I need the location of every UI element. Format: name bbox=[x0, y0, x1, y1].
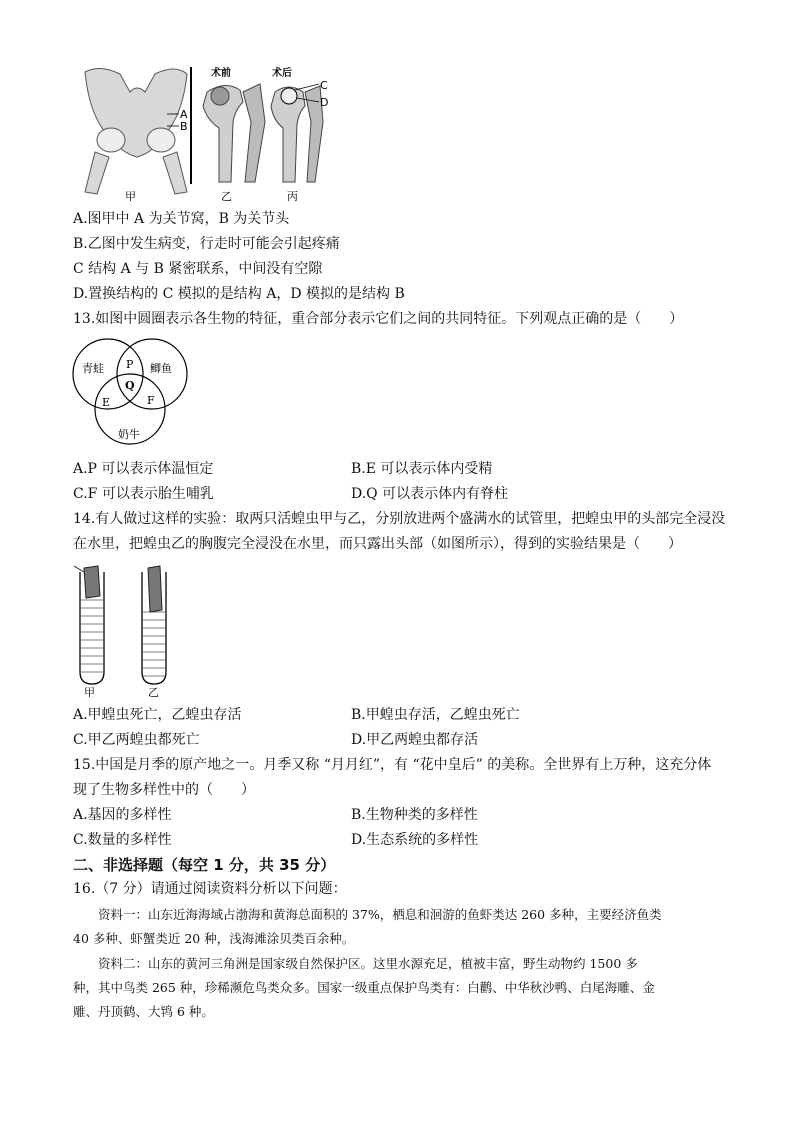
venn-frog-text: 青蛙 bbox=[82, 362, 104, 375]
q13-option-d: D.Q 可以表示体内有脊柱 bbox=[351, 486, 509, 502]
venn-Q-text: Q bbox=[125, 379, 135, 392]
q14-option-a: A.甲蝗虫死亡，乙蝗虫存活 bbox=[73, 707, 242, 723]
q13-option-c: C.F 可以表示胎生哺乳 bbox=[73, 486, 214, 502]
venn-cow-text: 奶牛 bbox=[118, 428, 140, 441]
pelvis-drawing bbox=[85, 68, 187, 194]
test-tube-figure bbox=[70, 560, 180, 700]
q16-stem: 16.（7 分）请通过阅读资料分析以下问题： bbox=[73, 881, 347, 897]
label-jia-tube-text: 甲 bbox=[84, 686, 95, 699]
q14-stem-line1: 14.有人做过这样的实验：取两只活蝗虫甲与乙，分别放进两个盛满水的试管里，把蝗虫甲的头部完全浸没 bbox=[73, 511, 726, 527]
label-postop-text: 术后 bbox=[272, 68, 292, 79]
q12-option-d: D.置换结构的 C 模拟的是结构 A，D 模拟的是结构 B bbox=[73, 286, 405, 302]
q15-stem-line2: 现了生物多样性中的（ ） bbox=[73, 782, 255, 798]
venn-diagram bbox=[70, 336, 195, 451]
q15-option-b: B.生物种类的多样性 bbox=[351, 807, 478, 823]
venn-fish-text: 鲫鱼 bbox=[150, 362, 172, 375]
venn-P-text: P bbox=[126, 358, 134, 371]
q14-option-d: D.甲乙两蝗虫都存活 bbox=[351, 732, 479, 748]
label-preop-text: 术前 bbox=[211, 68, 231, 79]
q16-material-2 bbox=[73, 952, 723, 1024]
label-C-text: C bbox=[320, 79, 328, 92]
label-B-text: B bbox=[180, 120, 188, 133]
q13-option-b: B.E 可以表示体内受精 bbox=[351, 461, 493, 477]
q13-stem: 13.如图中圆圈表示各生物的特征，重合部分表示它们之间的共同特征。下列观点正确的是（ ） bbox=[73, 311, 684, 327]
q15-option-d: D.生态系统的多样性 bbox=[351, 832, 479, 848]
femur-preop-drawing bbox=[203, 84, 265, 182]
venn-F-text: F bbox=[147, 394, 155, 407]
label-yi-tube-text: 乙 bbox=[148, 686, 159, 699]
q16-material-1 bbox=[73, 903, 723, 951]
q13-option-a: A.P 可以表示体温恒定 bbox=[73, 461, 214, 477]
material1-line1: 资料一：山东近海海域占渤海和黄海总面积的 37%，栖息和洄游的鱼虾类达 260 多种，主要经济鱼类 bbox=[98, 907, 662, 922]
q15-option-a: A.基因的多样性 bbox=[73, 807, 172, 823]
material2-line3: 雕、丹顶鹤、大鸨 6 种。 bbox=[73, 1004, 214, 1019]
tube-jia bbox=[74, 566, 104, 684]
material2-line1: 资料二：山东的黄河三角洲是国家级自然保护区。这里水源充足，植被丰富，野生动物约 1500 多 bbox=[98, 956, 638, 971]
label-yi-text: 乙 bbox=[221, 190, 232, 203]
q12-option-a: A.图甲中 A 为关节窝，B 为关节头 bbox=[73, 211, 290, 227]
material1-line2: 40 多种、虾蟹类近 20 种，浅海滩涂贝类百余种。 bbox=[73, 931, 355, 946]
material2-line2: 种，其中鸟类 265 种，珍稀濒危鸟类众多。国家一级重点保护鸟类有：白鹳、中华秋沙鸭、白尾海雕、金 bbox=[73, 980, 655, 995]
q15-option-c: C.数量的多样性 bbox=[73, 832, 172, 848]
section-title: 二、非选择题（每空 1 分，共 35 分） bbox=[73, 856, 336, 874]
label-D-text: D bbox=[320, 96, 329, 109]
femur-postop-drawing bbox=[271, 86, 323, 182]
venn-E-text: E bbox=[102, 396, 111, 409]
q14-option-c: C.甲乙两蝗虫都死亡 bbox=[73, 732, 200, 748]
q14-stem-line2: 在水里，把蝗虫乙的胸腹完全浸没在水里，而只露出头部（如图所示），得到的实验结果是（ ） bbox=[73, 536, 682, 552]
q14-option-b: B.甲蝗虫存活，乙蝗虫死亡 bbox=[351, 707, 520, 723]
label-bing-text: 丙 bbox=[287, 190, 298, 203]
label-A-text: A bbox=[180, 108, 188, 121]
joint-figure bbox=[75, 62, 345, 207]
q12-option-b: B.乙图中发生病变，行走时可能会引起疼痛 bbox=[73, 236, 340, 252]
q12-option-c: C 结构 A 与 B 紧密联系，中间没有空隙 bbox=[73, 261, 323, 277]
tube-yi bbox=[142, 566, 166, 684]
label-jia-text: 甲 bbox=[125, 190, 136, 203]
q15-stem-line1: 15.中国是月季的原产地之一。月季又称 “月月红”，有 “花中皇后” 的美称。全世界有上万种，这充分体 bbox=[73, 757, 712, 773]
